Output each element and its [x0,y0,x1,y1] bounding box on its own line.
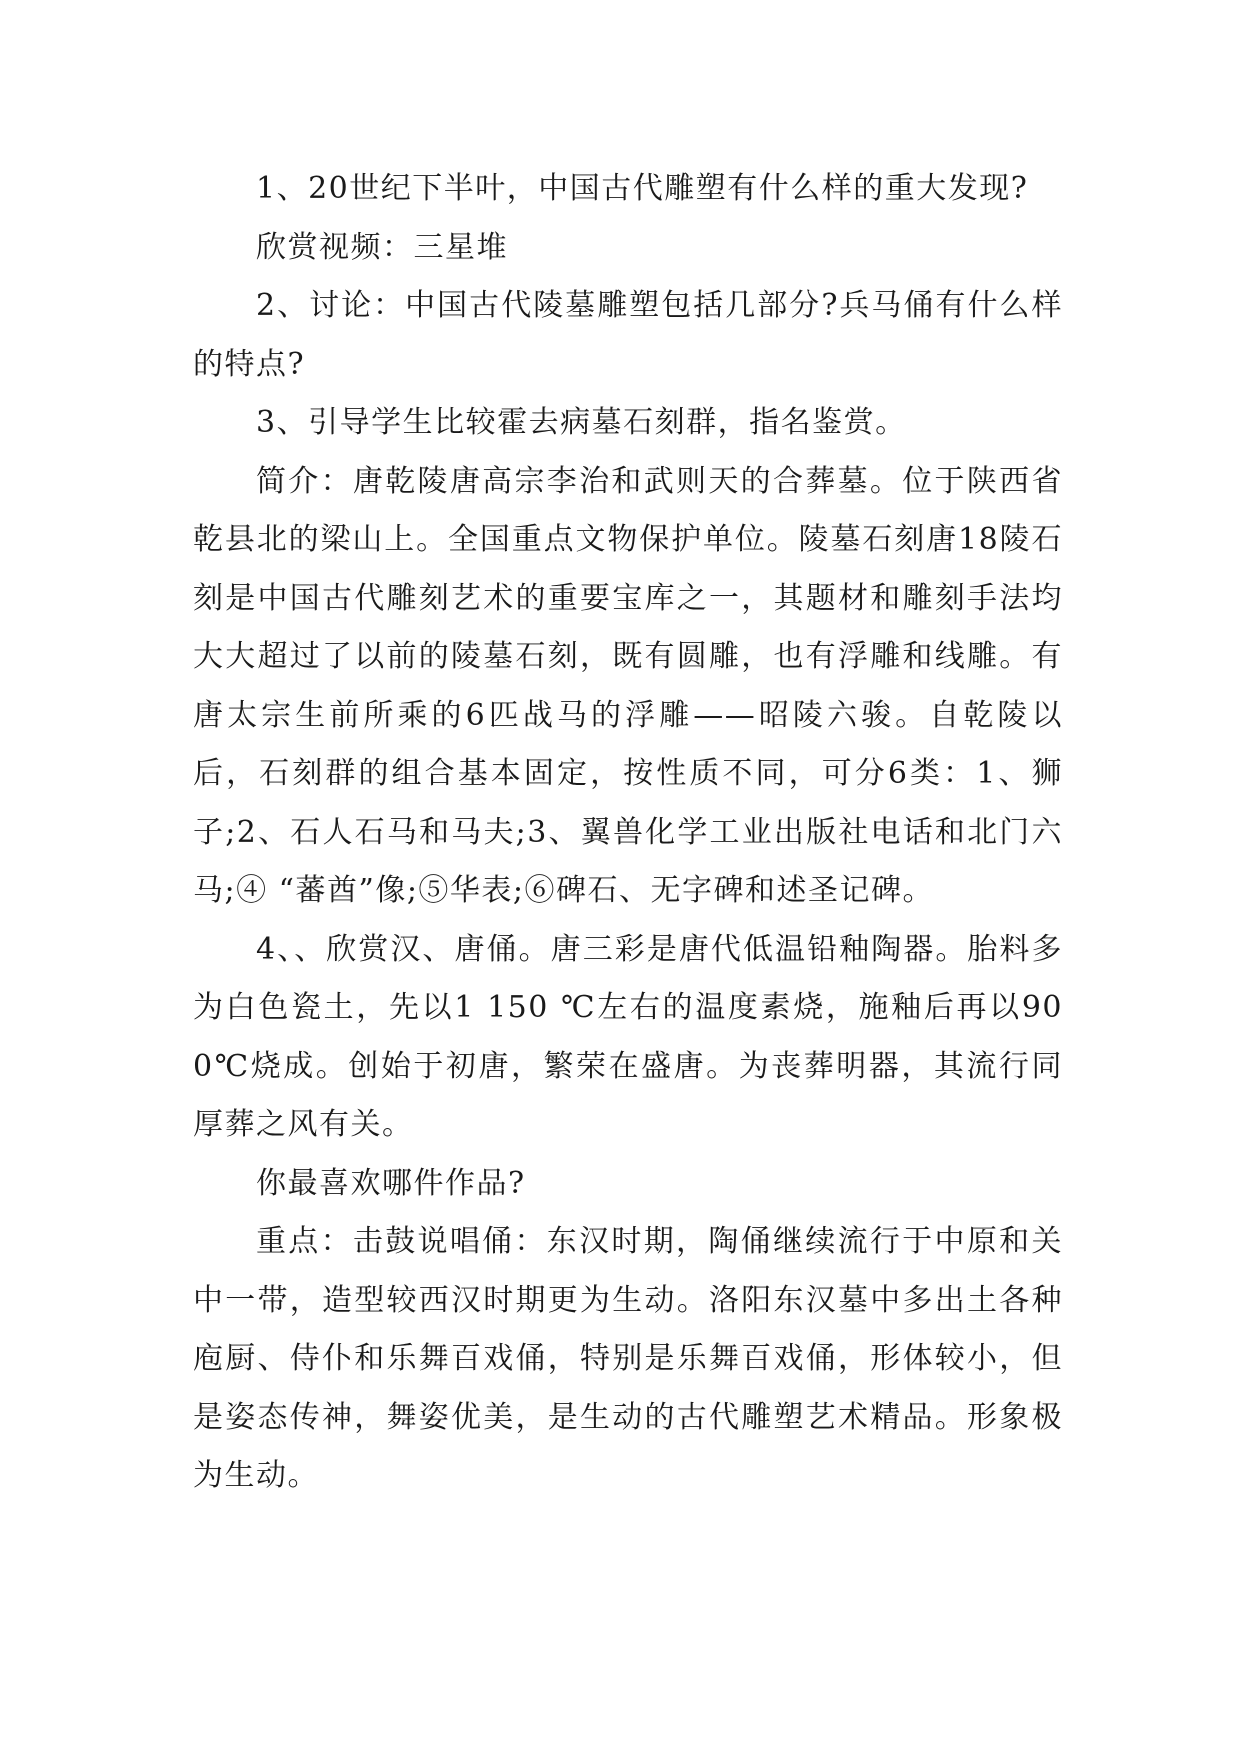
paragraph-guide-3: 3、引导学生比较霍去病墓石刻群，指名鉴赏。 [256,405,907,440]
paragraph-question-1: 1、20世纪下半叶，中国古代雕塑有什么样的重大发现? [256,171,1029,206]
paragraph-discussion-2: 2、讨论：中国古代陵墓雕塑包括几部分?兵马俑有什么样的特点? [193,288,1063,382]
paragraph-favorite-question: 你最喜欢哪件作品? [256,1165,526,1201]
paragraph-video: 欣赏视频：三星堆 [256,229,508,265]
paragraph-introduction: 简介：唐乾陵唐高宗李治和武则天的合葬墓。位于陕西省乾县北的梁山上。全国重点文物保护单位。陵墓石刻唐18陵石刻是中国古代雕刻艺术的重要宝库之一，其题材和雕刻手法均大大超过了以前的陵墓石刻，既有圆雕，也有浮雕和线雕。有唐太宗生前所乘的6匹战马的浮雕——昭陵六骏。自乾陵以后，石刻群的组合基本固定，按性质不同，可分6类：1、狮子;2、石人石马和马夫;3、翼兽化学工业出版社电话和北门六马;④ “蕃酋”像;⑤华表;⑥碑石、无字碑和述圣记碑。 [193,463,1063,908]
document-body [193,160,1063,1506]
paragraph-key-point: 重点：击鼓说唱俑：东汉时期，陶俑继续流行于中原和关中一带，造型较西汉时期更为生动。洛阳东汉墓中多出土各种庖厨、侍仆和乐舞百戏俑，特别是乐舞百戏俑，形体较小，但是姿态传神，舞姿优美，是生动的古代雕塑艺术精品。形象极为生动。 [193,1224,1063,1493]
paragraph-appreciation-4: 4、、欣赏汉、唐俑。唐三彩是唐代低温铅釉陶器。胎料多为白色瓷土，先以1 150 ℃左右的温度素烧，施釉后再以900℃烧成。创始于初唐，繁荣在盛唐。为丧葬明器，其流行同厚葬之风有关。 [193,931,1063,1142]
